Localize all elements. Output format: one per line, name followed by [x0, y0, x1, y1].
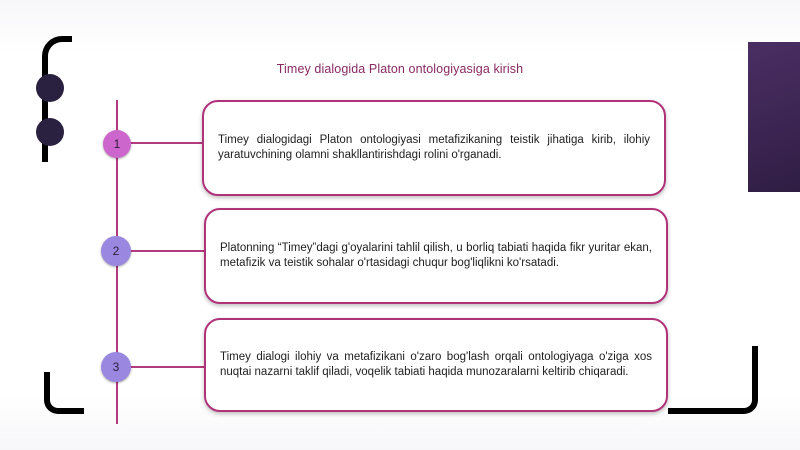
decorative-corner-bottom-right [668, 346, 758, 414]
step-node-2 [101, 236, 131, 266]
decorative-circle-lower [36, 118, 64, 146]
step-card-1 [202, 100, 666, 196]
step-text-1: Timey dialogidagi Platon ontologiyasi metafizikaning teistik jihatiga kirib, ilohiy yaratuvchining olamni shakllantirishdagi rolini o'rganadi. [218, 133, 650, 161]
step-text-2: Platonning “Timey”dagi g'oyalarini tahlil qilish, u borliq tabiati haqida fikr yuritar ekan, metafizik va teistik sohalar o'rtasidagi chuqur bog'liqlikni ko'rsatadi. [220, 241, 652, 269]
connector-1 [130, 142, 204, 144]
step-card-3 [204, 318, 668, 412]
slide-title: Timey dialogida Platon ontologiyasiga kirish [276, 62, 524, 76]
step-node-1 [103, 130, 131, 158]
step-number-3: 3 [112, 360, 120, 374]
decorative-circle-upper [36, 74, 64, 102]
step-number-1: 1 [113, 137, 121, 151]
step-text-3: Timey dialogi ilohiy va metafizikani o'zaro bog'lash orqali ontologiyaga o'ziga xos nuqtai nazarni taklif qiladi, voqelik tabiati haqida munozaralarni keltirib chiqaradi. [220, 350, 652, 378]
step-node-3 [101, 352, 131, 382]
step-number-2: 2 [112, 244, 120, 258]
step-card-2 [204, 208, 668, 304]
decorative-corner-bottom-left [44, 372, 84, 414]
connector-3 [130, 366, 206, 368]
connector-2 [130, 250, 206, 252]
